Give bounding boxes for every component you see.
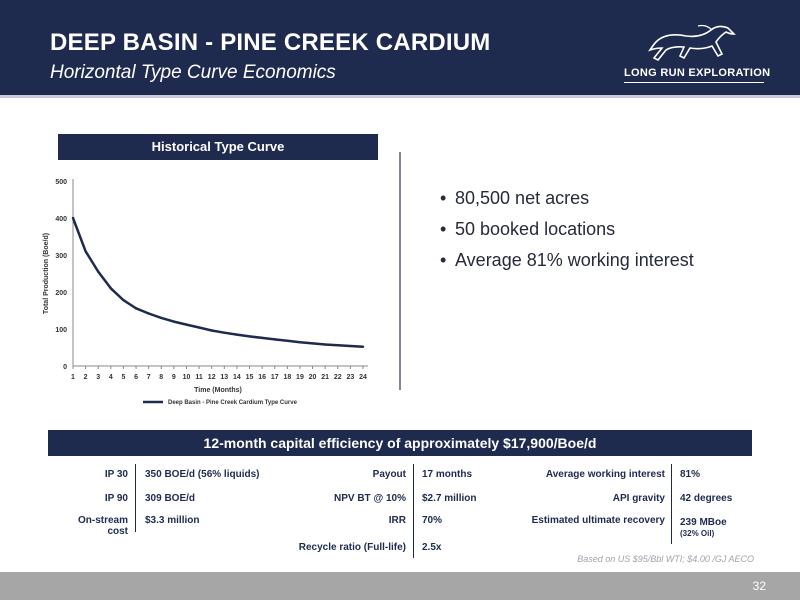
recycle-ratio-label: Recycle ratio (Full-life) bbox=[298, 542, 406, 553]
page-number: 32 bbox=[752, 579, 766, 593]
data-point bbox=[97, 270, 99, 272]
x-tick-label: 19 bbox=[296, 374, 304, 381]
x-tick-label: 3 bbox=[96, 374, 101, 381]
data-point bbox=[210, 329, 212, 331]
x-tick-label: 5 bbox=[121, 374, 126, 381]
data-point bbox=[362, 346, 364, 348]
x-tick-label: 21 bbox=[321, 374, 330, 381]
x-tick-label: 17 bbox=[270, 374, 279, 381]
x-tick-label: 2 bbox=[83, 374, 88, 381]
x-tick-label: 11 bbox=[195, 374, 203, 381]
x-tick-label: 22 bbox=[333, 374, 342, 381]
data-point bbox=[236, 333, 238, 335]
data-point bbox=[160, 317, 162, 319]
horse-logo-icon bbox=[646, 20, 746, 66]
data-point bbox=[147, 312, 149, 314]
x-tick-label: 4 bbox=[108, 374, 113, 381]
data-point bbox=[248, 335, 250, 337]
x-tick-label: 15 bbox=[245, 374, 254, 381]
type-curve-chart bbox=[38, 168, 378, 413]
y-tick-label: 500 bbox=[55, 179, 67, 186]
data-point bbox=[274, 338, 276, 340]
ip30-value: 350 BOE/d (56% liquids) bbox=[145, 469, 260, 480]
header-banner bbox=[0, 0, 800, 98]
y-tick-label: 400 bbox=[55, 216, 67, 223]
data-point bbox=[349, 345, 351, 347]
page-subtitle: Horizontal Type Curve Economics bbox=[50, 62, 336, 83]
bullet-booked-locations: • 50 booked locations bbox=[440, 214, 694, 245]
data-point bbox=[135, 307, 137, 309]
y-axis-label: Total Production (Boe/d) bbox=[43, 232, 50, 315]
data-point bbox=[72, 217, 74, 219]
payout-value: 17 months bbox=[422, 469, 473, 480]
onstream-cost-label: On-stream cost bbox=[77, 515, 128, 537]
bullet-working-interest: • Average 81% working interest bbox=[440, 245, 694, 276]
x-tick-label: 10 bbox=[182, 374, 191, 381]
y-tick-label: 200 bbox=[55, 290, 67, 297]
irr-value: 70% bbox=[422, 515, 443, 526]
npv-label: NPV BT @ 10% bbox=[334, 493, 406, 504]
api-gravity-value: 42 degrees bbox=[680, 493, 733, 504]
x-tick-label: 8 bbox=[159, 374, 164, 381]
x-axis-label: Time (Months) bbox=[194, 387, 242, 394]
x-tick-label: 24 bbox=[359, 374, 367, 381]
x-tick-label: 20 bbox=[308, 374, 317, 381]
logo-text: LONG RUN EXPLORATION bbox=[624, 67, 771, 79]
col3-separator bbox=[671, 464, 672, 544]
x-tick-label: 14 bbox=[233, 374, 241, 381]
api-gravity-label: API gravity bbox=[612, 493, 665, 504]
x-tick-label: 1 bbox=[71, 374, 75, 381]
x-tick-label: 18 bbox=[283, 374, 292, 381]
col2-separator bbox=[413, 464, 414, 558]
onstream-cost-value: $3.3 million bbox=[145, 515, 200, 526]
bullet-net-acres: • 80,500 net acres bbox=[440, 183, 694, 214]
data-point bbox=[223, 332, 225, 334]
vertical-divider bbox=[399, 152, 401, 390]
x-tick-label: 7 bbox=[146, 374, 151, 381]
avg-working-interest-value: 81% bbox=[680, 469, 701, 480]
data-point bbox=[185, 323, 187, 325]
company-logo bbox=[618, 20, 771, 86]
footer-bar bbox=[0, 572, 800, 600]
eur-oil-share: (32% Oil) bbox=[680, 529, 715, 538]
payout-label: Payout bbox=[372, 469, 406, 480]
data-point bbox=[337, 344, 339, 346]
eur-value: 239 MBoe bbox=[680, 517, 727, 528]
pricing-footnote: Based on US $95/Bbl WTI; $4.00 /GJ AECO bbox=[577, 554, 754, 564]
data-point bbox=[286, 340, 288, 342]
ip90-value: 309 BOE/d bbox=[145, 493, 196, 504]
data-point bbox=[84, 250, 86, 252]
type-curve-line bbox=[73, 218, 363, 347]
data-point bbox=[173, 320, 175, 322]
x-tick-label: 9 bbox=[171, 374, 176, 381]
ip90-label: IP 90 bbox=[104, 493, 128, 504]
y-tick-label: 100 bbox=[55, 327, 67, 334]
x-tick-label: 13 bbox=[220, 374, 229, 381]
avg-working-interest-label: Average working interest bbox=[545, 469, 665, 480]
chart-section-title: Historical Type Curve bbox=[58, 134, 378, 160]
data-point bbox=[110, 287, 112, 289]
data-point bbox=[311, 342, 313, 344]
data-point bbox=[122, 299, 124, 301]
x-tick-label: 16 bbox=[258, 374, 267, 381]
irr-label: IRR bbox=[388, 515, 406, 526]
col1-separator bbox=[135, 464, 136, 532]
ip30-label: IP 30 bbox=[104, 469, 128, 480]
y-tick-label: 300 bbox=[55, 253, 67, 260]
npv-value: $2.7 million bbox=[422, 493, 477, 504]
eur-label: Estimated ultimate recovery bbox=[531, 515, 665, 526]
legend-label: Deep Basin - Pine Creek Cardium Type Curve bbox=[168, 400, 297, 406]
x-tick-label: 23 bbox=[346, 374, 355, 381]
header-rule bbox=[0, 95, 800, 98]
highlights-list bbox=[440, 183, 694, 276]
data-point bbox=[261, 337, 263, 339]
page-title: DEEP BASIN - PINE CREEK CARDIUM bbox=[50, 29, 491, 56]
capital-efficiency-bar: 12-month capital efficiency of approximately $17,900/Boe/d bbox=[48, 430, 752, 456]
data-point bbox=[299, 341, 301, 343]
logo-underline bbox=[624, 82, 764, 83]
data-point bbox=[198, 326, 200, 328]
recycle-ratio-value: 2.5x bbox=[422, 542, 442, 553]
data-point bbox=[324, 343, 326, 345]
x-tick-label: 12 bbox=[207, 374, 216, 381]
x-tick-label: 6 bbox=[134, 374, 138, 381]
y-tick-label: 0 bbox=[63, 364, 67, 371]
